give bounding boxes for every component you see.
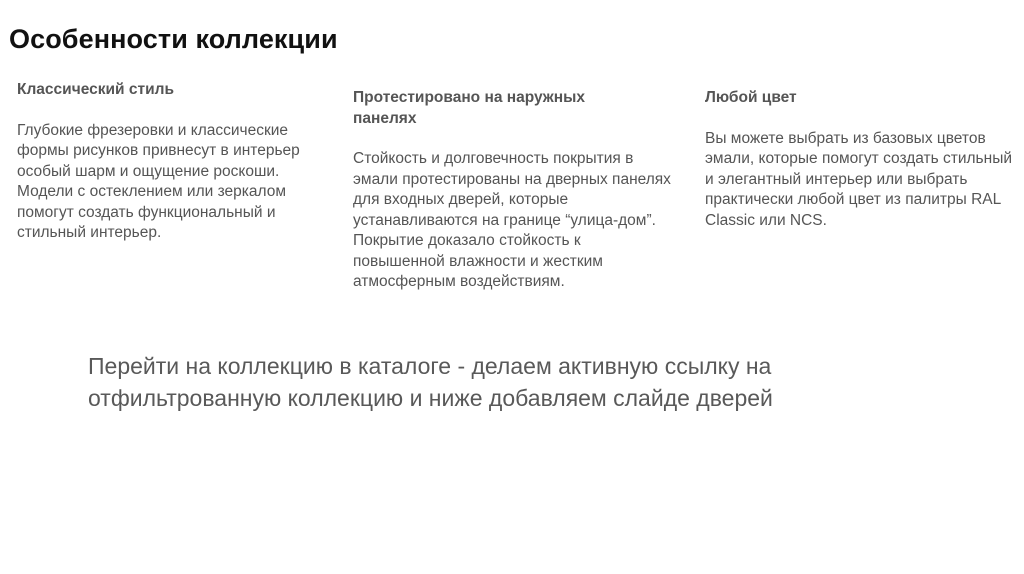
feature-heading: Классический стиль — [17, 81, 174, 98]
feature-body: Глубокие фрезеровки и классические формы рисунков привнесут в интерьер особый шарм и ощущение роскоши. Модели с остеклением или зеркалом помогут создать функциональный и стильный интерьер. — [17, 121, 300, 241]
feature-heading: Любой цвет — [705, 89, 797, 106]
catalog-link-note: Перейти на коллекцию в каталоге - делаем активную ссылку на отфильтрованную коллекцию и ниже добавляем слайде дверей — [88, 353, 773, 411]
page-title: Особенности коллекции — [9, 24, 338, 54]
feature-classic-style — [17, 80, 335, 244]
feature-heading: Протестировано на наружных панелях — [353, 89, 586, 127]
feature-body: Стойкость и долговечность покрытия в эмали протестированы на дверных панелях для входных дверей, которые устанавливаются на границе “улица-дом”. Покрытие доказало стойкость к повышенной влажности и жестким атмосферным воздействиям. — [353, 150, 671, 290]
feature-body: Вы можете выбрать из базовых цветов эмали, которые помогут создать стильный и элегантный интерьер или выбрать практически любой цвет из палитры RAL Classic или NCS. — [705, 129, 1012, 229]
feature-tested-outdoor — [353, 88, 675, 293]
feature-any-color — [705, 88, 1020, 231]
